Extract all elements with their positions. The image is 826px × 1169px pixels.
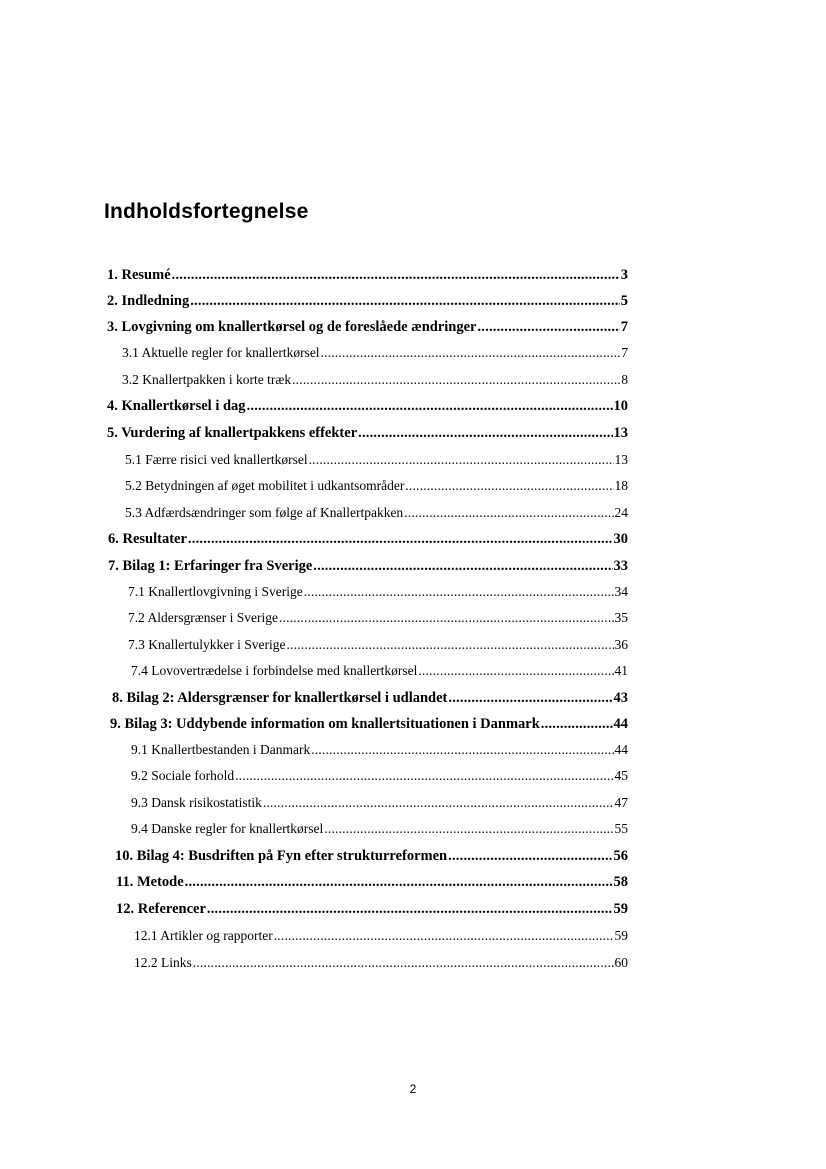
toc-entry-sub[interactable] bbox=[131, 821, 628, 837]
toc-dot-leader bbox=[309, 452, 614, 468]
toc-entry-title: 6. Resultater bbox=[108, 531, 187, 547]
toc-entry-main[interactable] bbox=[108, 558, 628, 575]
toc-entry-main[interactable] bbox=[112, 690, 628, 707]
toc-entry-title: 9. Bilag 3: Uddybende information om knallertsituationen i Danmark bbox=[110, 716, 540, 732]
toc-dot-leader bbox=[279, 610, 614, 626]
toc-entry-sub[interactable] bbox=[131, 768, 628, 784]
toc-entry-sub[interactable] bbox=[134, 955, 628, 971]
toc-entry-page: 45 bbox=[614, 768, 628, 783]
toc-entry-title: 9.4 Danske regler for knallertkørsel bbox=[131, 821, 324, 836]
toc-entry-title: 12. Referencer bbox=[116, 901, 206, 917]
toc-dot-leader bbox=[190, 293, 620, 310]
toc-entry-main[interactable] bbox=[107, 398, 628, 415]
toc-entry-page: 35 bbox=[614, 610, 628, 625]
toc-entry-title: 4. Knallertkørsel i dag bbox=[107, 398, 246, 414]
toc-dot-leader bbox=[235, 768, 613, 784]
toc-entry-sub[interactable] bbox=[122, 372, 628, 388]
toc-entry-title: 5.2 Betydningen af øget mobilitet i udkantsområder bbox=[125, 478, 405, 493]
toc-entry-page: 7 bbox=[620, 319, 628, 335]
toc-dot-leader bbox=[193, 955, 614, 971]
toc-entry-title: 5. Vurdering af knallertpakkens effekter bbox=[107, 425, 358, 441]
toc-entry-page: 3 bbox=[620, 267, 628, 283]
toc-entry-sub[interactable] bbox=[122, 345, 628, 361]
toc-entry-page: 59 bbox=[613, 901, 628, 917]
toc-entry-title: 2. Indledning bbox=[107, 293, 190, 309]
toc-entry-page: 43 bbox=[613, 690, 628, 706]
toc-entry-main[interactable] bbox=[108, 531, 628, 548]
toc-entry-main[interactable] bbox=[107, 267, 628, 284]
toc-entry-title: 7. Bilag 1: Erfaringer fra Sverige bbox=[108, 558, 313, 574]
toc-dot-leader bbox=[313, 558, 612, 575]
toc-dot-leader bbox=[207, 901, 613, 918]
toc-entry-page: 55 bbox=[614, 821, 628, 836]
toc-entry-page: 18 bbox=[614, 478, 628, 493]
toc-entry-page: 44 bbox=[613, 716, 628, 732]
toc-entry-page: 44 bbox=[614, 742, 628, 757]
toc-dot-leader bbox=[286, 637, 613, 653]
toc-entry-title: 7.3 Knallertulykker i Sverige bbox=[128, 637, 286, 652]
toc-entry-sub[interactable] bbox=[128, 637, 628, 653]
toc-entry-title: 9.2 Sociale forhold bbox=[131, 768, 235, 783]
toc-dot-leader bbox=[263, 795, 614, 811]
toc-entry-title: 5.3 Adfærdsændringer som følge af Knallertpakken bbox=[125, 505, 404, 520]
toc-entry-sub[interactable] bbox=[131, 663, 628, 679]
toc-entry-page: 13 bbox=[613, 425, 628, 441]
toc-dot-leader bbox=[418, 663, 613, 679]
toc-dot-leader bbox=[172, 267, 620, 284]
toc-dot-leader bbox=[188, 531, 613, 548]
toc-entry-sub[interactable] bbox=[125, 452, 628, 468]
toc-entry-title: 12.1 Artikler og rapporter bbox=[134, 928, 273, 943]
toc-entry-page: 60 bbox=[614, 955, 628, 970]
toc-entry-page: 41 bbox=[614, 663, 628, 678]
toc-entry-sub[interactable] bbox=[134, 928, 628, 944]
toc-dot-leader bbox=[304, 584, 614, 600]
toc-entry-page: 8 bbox=[621, 372, 628, 387]
toc-entry-sub[interactable] bbox=[131, 742, 628, 758]
toc-entry-page: 24 bbox=[614, 505, 628, 520]
toc-entry-title: 7.2 Aldersgrænser i Sverige bbox=[128, 610, 278, 625]
toc-entry-sub[interactable] bbox=[125, 505, 628, 521]
toc-entry-title: 12.2 Links bbox=[134, 955, 192, 970]
toc-dot-leader bbox=[477, 319, 619, 336]
toc-dot-leader bbox=[448, 848, 612, 865]
toc-entry-page: 58 bbox=[613, 874, 628, 890]
toc-entry-main[interactable] bbox=[116, 874, 628, 891]
toc-entry-page: 10 bbox=[613, 398, 628, 414]
toc-entry-title: 9.3 Dansk risikostatistik bbox=[131, 795, 262, 810]
toc-entry-sub[interactable] bbox=[128, 610, 628, 626]
toc-dot-leader bbox=[324, 821, 613, 837]
toc-entry-main[interactable] bbox=[107, 425, 628, 442]
toc-dot-leader bbox=[405, 478, 613, 494]
toc-entry-title: 1. Resumé bbox=[107, 267, 171, 283]
toc-entry-page: 36 bbox=[614, 637, 628, 652]
toc-entry-title: 3. Lovgivning om knallertkørsel og de foreslåede ændringer bbox=[107, 319, 477, 335]
toc-entry-sub[interactable] bbox=[128, 584, 628, 600]
toc-entry-page: 47 bbox=[614, 795, 628, 810]
toc-entry-main[interactable] bbox=[110, 716, 628, 733]
toc-entry-page: 34 bbox=[614, 584, 628, 599]
page-title: Indholdsfortegnelse bbox=[104, 200, 309, 223]
toc-entry-sub[interactable] bbox=[125, 478, 628, 494]
toc-dot-leader bbox=[185, 874, 613, 891]
toc-entry-main[interactable] bbox=[115, 848, 628, 865]
toc-entry-main[interactable] bbox=[107, 293, 628, 310]
toc-entry-main[interactable] bbox=[107, 319, 628, 336]
toc-dot-leader bbox=[292, 372, 620, 388]
toc-entry-title: 5.1 Færre risici ved knallertkørsel bbox=[125, 452, 308, 467]
toc-entry-main[interactable] bbox=[116, 901, 628, 918]
toc-dot-leader bbox=[541, 716, 613, 733]
toc-entry-title: 9.1 Knallertbestanden i Danmark bbox=[131, 742, 311, 757]
toc-entry-title: 10. Bilag 4: Busdriften på Fyn efter strukturreformen bbox=[115, 848, 448, 864]
toc-entry-title: 8. Bilag 2: Aldersgrænser for knallertkørsel i udlandet bbox=[112, 690, 448, 706]
toc-entry-page: 7 bbox=[621, 345, 628, 360]
toc-dot-leader bbox=[311, 742, 613, 758]
toc-dot-leader bbox=[358, 425, 612, 442]
toc-dot-leader bbox=[247, 398, 613, 415]
toc-entry-page: 30 bbox=[613, 531, 628, 547]
toc-dot-leader bbox=[274, 928, 614, 944]
toc-dot-leader bbox=[448, 690, 612, 707]
toc-entry-page: 56 bbox=[613, 848, 628, 864]
toc-entry-page: 59 bbox=[614, 928, 628, 943]
toc-entry-title: 7.1 Knallertlovgivning i Sverige bbox=[128, 584, 303, 599]
page-number: 2 bbox=[409, 1082, 417, 1096]
toc-entry-page: 13 bbox=[614, 452, 628, 467]
toc-entry-page: 33 bbox=[613, 558, 628, 574]
toc-dot-leader bbox=[321, 345, 621, 361]
toc-dot-leader bbox=[404, 505, 613, 521]
toc-entry-sub[interactable] bbox=[131, 795, 628, 811]
toc-entry-title: 7.4 Lovovertrædelse i forbindelse med knallertkørsel bbox=[131, 663, 418, 678]
toc-entry-page: 5 bbox=[620, 293, 628, 309]
toc-entry-title: 3.2 Knallertpakken i korte træk bbox=[122, 372, 292, 387]
toc-entry-title: 3.1 Aktuelle regler for knallertkørsel bbox=[122, 345, 320, 360]
toc-entry-title: 11. Metode bbox=[116, 874, 184, 890]
